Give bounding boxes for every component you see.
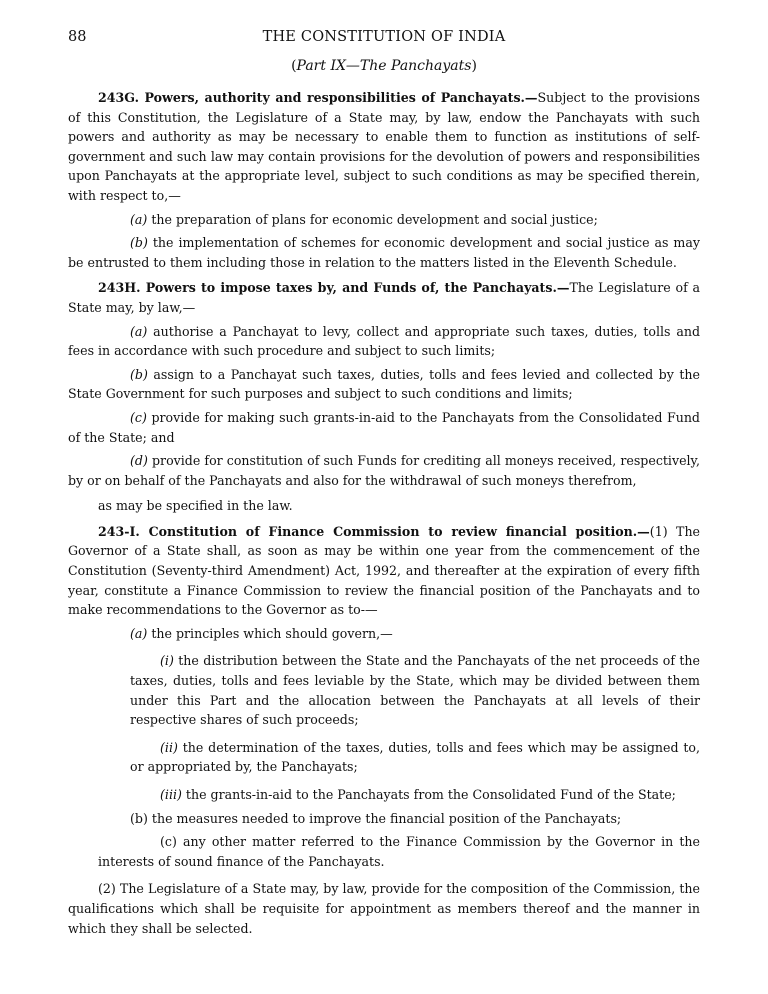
clause-243h-a: [68, 322, 700, 361]
article-243g: [68, 88, 700, 206]
article-243i-para-2: (2) The Legislature of a State may, by law, provide for the composition of the Commission, the qualifications which shall be requisite for appointment as members thereof and the manner in which they shall be selected.: [68, 881, 700, 936]
part-subheader: [0, 58, 768, 74]
article-243g-heading: 243G. Powers, authority and responsibilities of Panchayats.—: [98, 90, 538, 105]
page-number: 88: [68, 29, 87, 45]
article-243h-tail: as may be specified in the law.: [98, 498, 293, 514]
part-close-paren: ): [471, 58, 477, 74]
clause-text: provide for constitution of such Funds for crediting all moneys received, respectively, by or on behalf of the Panchayats and also for the withdrawal of such moneys therefrom,: [68, 453, 700, 488]
subclause-text: the determination of the taxes, duties, tolls and fees which may be assigned to, or appropriated by, the Panchayats;: [130, 739, 700, 775]
clause-text: the preparation of plans for economic development and social justice;: [147, 211, 598, 227]
subclause-243i-a-ii: [68, 738, 700, 777]
clause-243g-a: [68, 210, 700, 230]
subclause-text: the grants-in-aid to the Panchayats from the Consolidated Fund of the State;: [181, 787, 676, 802]
subclause-243i-a-i: [68, 651, 700, 729]
clause-text: assign to a Panchayat such taxes, duties, tolls and fees levied and collected by the State Government for such purposes and subject to such conditions and limits;: [68, 366, 700, 402]
clause-label: (d): [130, 453, 148, 469]
clause-243h-d: [68, 451, 700, 490]
clause-text: the implementation of schemes for economic development and social justice as may be entrusted to them including those in relation to the matters listed in the Eleventh Schedule.: [68, 235, 700, 270]
document-body: [68, 88, 700, 938]
part-title: Part IX—The Panchayats: [296, 58, 472, 74]
clause-label: (b): [130, 366, 148, 382]
subclause-243i-a-iii: [68, 785, 700, 805]
subclause-label: (i): [160, 653, 174, 669]
clause-label: (a): [130, 323, 148, 339]
clause-label: (a): [130, 211, 148, 227]
clause-243g-b: [68, 233, 700, 272]
clause-243h-b: [68, 365, 700, 404]
clause-text: provide for making such grants-in-aid to the Panchayats from the Consolidated Fund of the State; and: [68, 409, 700, 445]
article-243i-heading: 243-I. Constitution of Finance Commission to review financial position.—: [98, 523, 650, 539]
article-243i-text: (1) The Governor of a State shall, as soon as may be within one year from the commencement of the Constitution (Seventy-third Amendment) Act, 1992, and thereafter at the expiration of every fifth year, constitute a Finance Commission to review the financial position of the Panchayats and to make recommendations to the Governor as to-—: [68, 523, 701, 618]
clause-243h-c: [68, 408, 700, 447]
clause-text: authorise a Panchayat to levy, collect and appropriate such taxes, duties, tolls and fees in accordance with such procedure and subject to such limits;: [68, 323, 700, 359]
subclause-label: (iii): [160, 787, 182, 802]
running-header: THE CONSTITUTION OF INDIA: [262, 29, 506, 45]
clause-label: (c): [130, 409, 147, 425]
article-243i: [68, 522, 700, 620]
article-243h-text: The Legislature of a State may, by law,—: [68, 280, 700, 315]
clause-label: (a): [130, 625, 148, 641]
subclause-text: the distribution between the State and the Panchayats of the net proceeds of the taxes, duties, tolls and fees leviable by the State, which may be divided between them under this Part and the allocation between the Panchayats at all levels of their respective shares of such proceeds;: [130, 653, 700, 728]
clause-243i-a: [68, 624, 700, 644]
subclause-label: (ii): [160, 739, 178, 755]
clause-label: (b): [130, 235, 148, 251]
clause-243i-b: (b) the measures needed to improve the financial position of the Panchayats;: [130, 810, 622, 826]
article-243g-text: Subject to the provisions of this Constitution, the Legislature of a State may, by law, endow the Panchayats with such powers and authority as may be necessary to enable them to function as institutions of self-government and such law may contain provisions for the devolution of powers and responsibilities upon Panchayats at the appropriate level, subject to such conditions as may be specified therein, with respect to,—: [68, 90, 700, 203]
article-243h-heading: 243H. Powers to impose taxes by, and Funds of, the Panchayats.—: [98, 280, 570, 296]
clause-243i-c: (c) any other matter referred to the Finance Commission by the Governor in the interests of sound finance of the Panchayats.: [98, 834, 700, 869]
clause-text: the principles which should govern,—: [147, 625, 393, 641]
article-243h: [68, 278, 700, 317]
part-open-paren: (: [291, 58, 297, 74]
